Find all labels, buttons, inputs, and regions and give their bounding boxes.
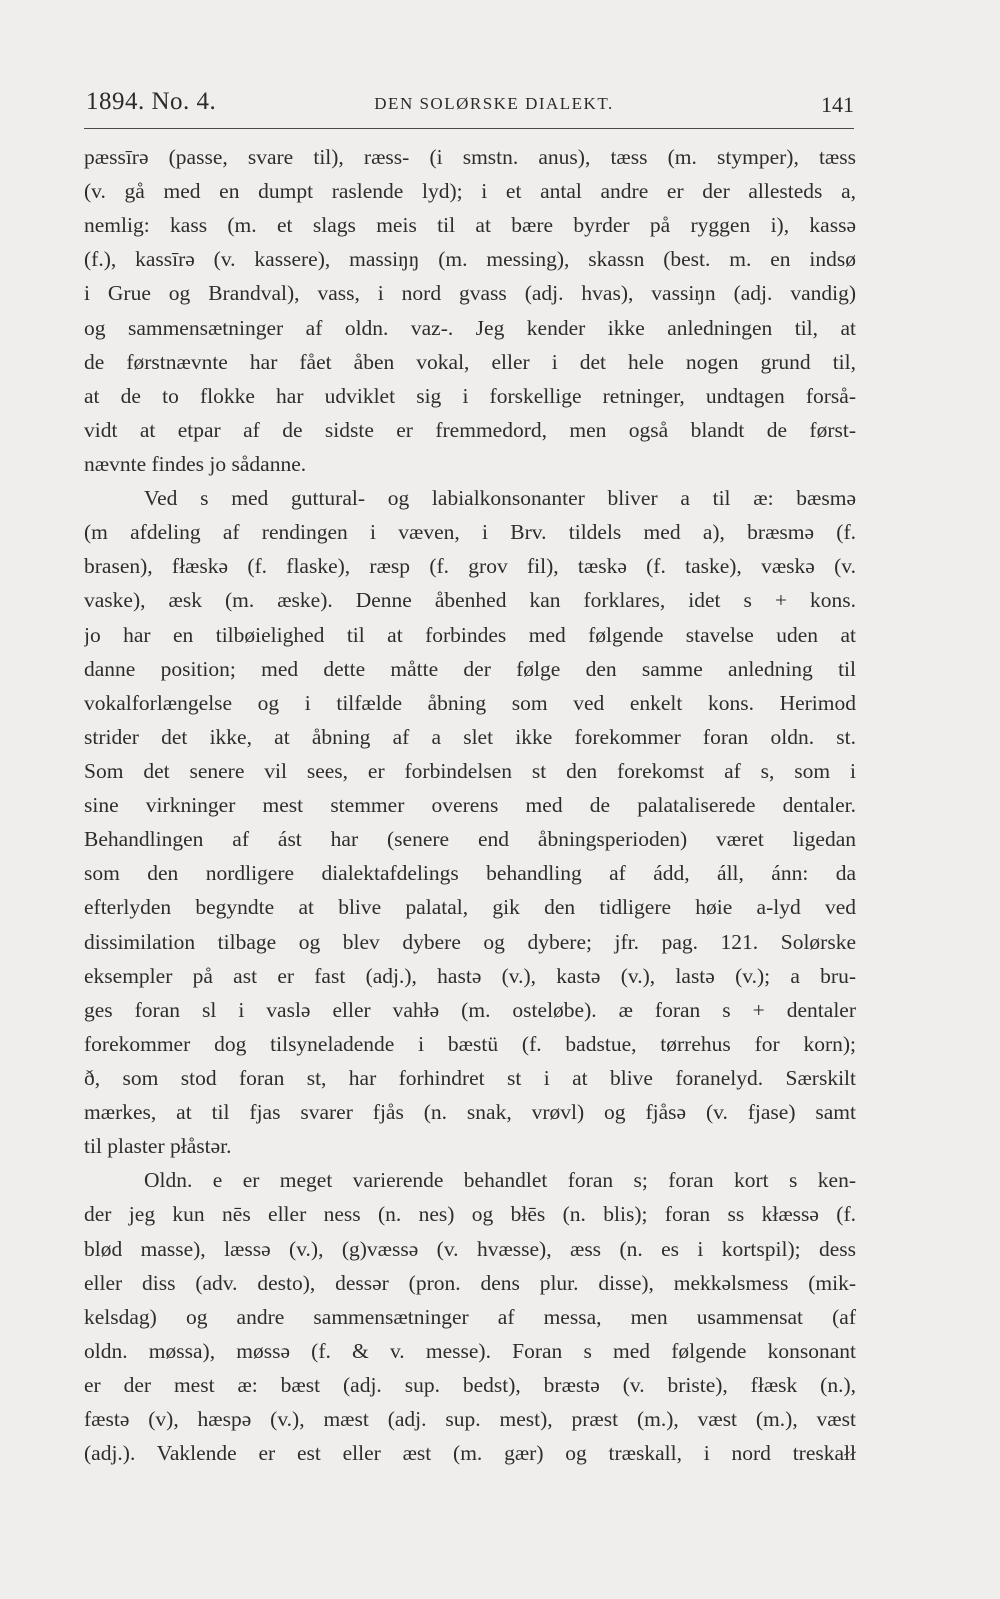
text-line: vidt at etpar af de sidste er fremmedord, men også blandt de først- (84, 417, 856, 442)
text-line: brasen), fłæskə (f. flaske), ræsp (f. grov fil), tæskə (f. taske), væskə (v. (84, 554, 856, 579)
text-line: til plaster płåstər. (84, 1134, 232, 1159)
text-line: og sammensætninger af oldn. vaz-. Jeg kender ikke anledningen til, at (84, 315, 856, 340)
text-line: Oldn. e er meget varierende behandlet foran s; foran kort s ken- (144, 1168, 856, 1193)
text-line: kelsdag) og andre sammensætninger af messa, men usammensat (af (84, 1304, 856, 1329)
text-line: ð, som stod foran st, har forhindret st i at blive foranelyd. Særskilt (84, 1065, 856, 1090)
header-rule (84, 128, 854, 129)
text-line: ges foran sl i vaslə eller vahłə (m. osteløbe). æ foran s + dentaler (84, 997, 856, 1022)
text-line: eller diss (adv. desto), dessər (pron. dens plur. disse), mekkəlsmess (mik- (84, 1270, 856, 1295)
text-line: mærkes, at til fjas svarer fjås (n. snak, vrøvl) og fjåsə (v. fjase) samt (84, 1100, 856, 1125)
text-line: forekommer dog tilsyneladende i bæstü (f. badstue, tørrehus for korn); (84, 1031, 856, 1056)
text-line: som den nordligere dialektafdelings behandling af ádd, áll, ánn: da (84, 861, 856, 886)
text-line: dissimilation tilbage og blev dybere og dybere; jfr. pag. 121. Solørske (84, 929, 856, 954)
body-text (84, 140, 856, 1470)
text-line: vokalforlængelse og i tilfælde åbning som ved enkelt kons. Herimod (84, 690, 856, 715)
text-line: nemlig: kass (m. et slags meis til at bære byrder på ryggen i), kassə (84, 213, 856, 238)
text-line: oldn. møssa), møssə (f. & v. messe). Foran s med følgende konsonant (84, 1338, 856, 1363)
text-line: (adj.). Vaklende er est eller æst (m. gær) og træskall, i nord treskałł (84, 1441, 856, 1466)
text-line: fæstə (v), hæspə (v.), mæst (adj. sup. mest), præst (m.), væst (m.), væst (84, 1407, 856, 1432)
text-line: efterlyden begyndte at blive palatal, gik den tidligere høie a-lyd ved (84, 895, 856, 920)
text-line: de førstnævnte har fået åben vokal, eller i det hele nogen grund til, (84, 349, 856, 374)
text-line: (f.), kassīrə (v. kassere), massiŋŋ (m. messing), skassn (best. m. en indsø (84, 247, 856, 272)
text-line: vaske), æsk (m. æske). Denne åbenhed kan forklares, idet s + kons. (84, 588, 856, 613)
text-line: i Grue og Brandval), vass, i nord gvass (adj. hvas), vassiŋn (adj. vandig) (84, 281, 856, 306)
text-line: er der mest æ: bæst (adj. sup. bedst), bræstə (v. briste), fłæsk (n.), (84, 1372, 856, 1397)
page-number: 141 (821, 92, 854, 117)
text-line: eksempler på ast er fast (adj.), hastə (v.), kastə (v.), lastə (v.); a bru- (84, 963, 856, 988)
text-line: at de to flokke har udviklet sig i forskellige retninger, undtagen forså- (84, 383, 856, 408)
text-line: der jeg kun nēs eller ness (n. nes) og błēs (n. blis); foran ss kłæssə (f. (84, 1202, 856, 1227)
text-line: Ved s med guttural- og labialkonsonanter bliver a til æ: bæsmə (144, 486, 856, 511)
running-header (84, 88, 856, 124)
header-volume-info: 1894. No. 4. (86, 88, 217, 115)
text-line: sine virkninger mest stemmer overens med de palataliserede dentaler. (84, 793, 856, 818)
text-line: danne position; med dette måtte der følge den samme anledning til (84, 656, 856, 681)
text-line: jo har en tilbøielighed til at forbindes med følgende stavelse uden at (84, 622, 856, 647)
text-line: (m afdeling af rendingen i væven, i Brv. tildels med a), bræsmə (f. (84, 520, 856, 545)
text-line: Behandlingen af ást har (senere end åbningsperioden) været ligedan (84, 827, 856, 852)
text-line: strider det ikke, at åbning af a slet ikke forekommer foran oldn. st. (84, 724, 856, 749)
text-line: (v. gå med en dumpt raslende lyd); i et antal andre er der allesteds a, (84, 179, 856, 204)
text-line: pæssīrə (passe, svare til), ræss- (i smstn. anus), tæss (m. stymper), tæss (84, 145, 856, 169)
text-line: Som det senere vil sees, er forbindelsen st den forekomst af s, som i (84, 758, 856, 783)
text-line: nævnte findes jo sådanne. (84, 451, 307, 476)
text-line: blød masse), læssə (v.), (g)væssə (v. hvæsse), æss (n. es i kortspil); dess (84, 1236, 856, 1261)
header-title: DEN SOLØRSKE DIALEKT. (374, 94, 614, 113)
